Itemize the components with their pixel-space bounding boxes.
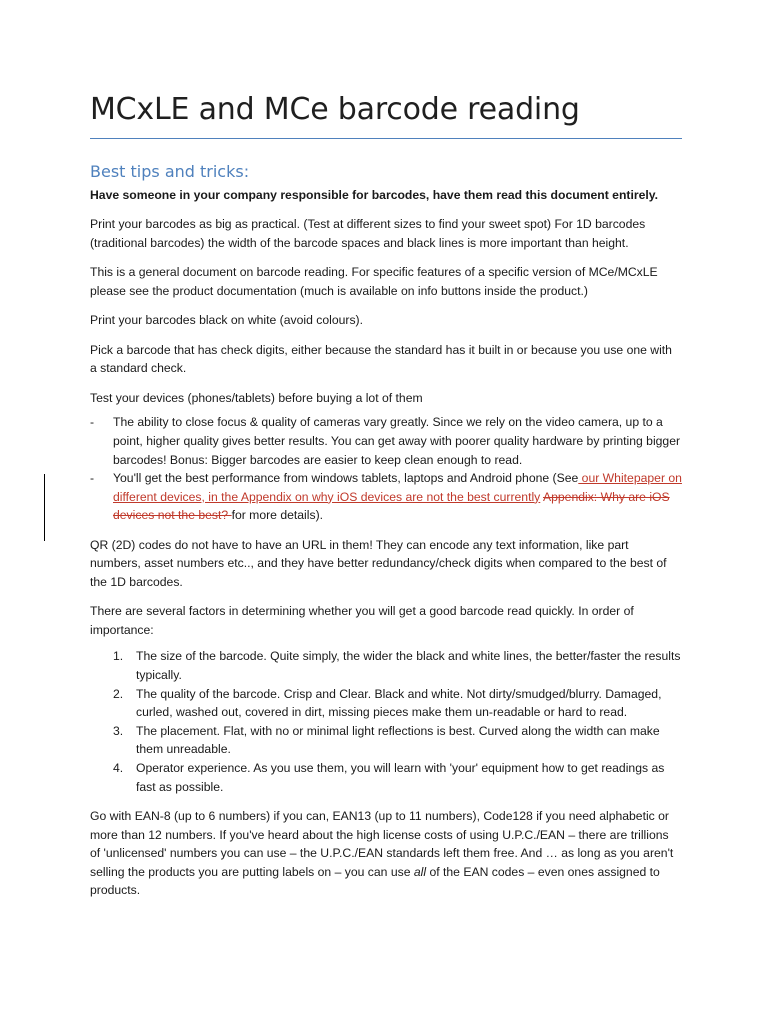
section-heading: Best tips and tricks: [90, 162, 250, 181]
title-underline-rule [90, 138, 682, 139]
paragraph-check-digits: Pick a barcode that has check digits, either because the standard has it built in or because you use one with a standard check. [90, 342, 672, 376]
list-item-number: 2. [113, 686, 124, 701]
paragraph-general-document: This is a general document on barcode reading. For specific features of a specific version of MCe/MCxLE please see the product documentation (much is available on info buttons inside the product.) [90, 265, 658, 298]
list-item [90, 413, 682, 469]
list-item-number: 4. [113, 761, 124, 776]
revision-change-bar [44, 474, 45, 541]
list-item-text: The ability to close focus & quality of cameras vary greatly. Since we rely on the video camera, up to a point, higher quality gives better results. You can get away with poorer quality hardware by printing bigger barcodes! Bonus: Bigger barcodes are easier to keep clean enough to read. [113, 415, 681, 467]
list-item-text: Operator experience. As you use them, you will learn with 'your' equipment how to get readings as fast as possible. [136, 761, 665, 794]
devices-list [90, 413, 682, 525]
standards-text: Go with EAN-8 (up to 6 numbers) if you can, EAN13 (up to 11 numbers), Code128 if you need alphabetic or more than 12 numbers. If you've heard about the high license costs of using U.P.C./EAN – there are trillions of 'unlicensed' numbers you can use – the U.P.C./EAN standards left them free. And … as long as you aren't selling the products you are putting labels on – you can use [90, 809, 674, 879]
list-item-number: 1. [113, 649, 124, 664]
deleted-appendix-text: Appendix: Why are iOS devices not the best? [113, 489, 670, 523]
dash-bullet: - [90, 415, 95, 430]
list-item [90, 722, 682, 759]
list-item-text-end: for more details). [231, 508, 324, 523]
lead-paragraph: Have someone in your company responsible for barcodes, have them read this document entirely. [90, 188, 659, 202]
paragraph-barcode-standards [90, 807, 682, 900]
factors-list [90, 647, 682, 796]
list-item [90, 685, 682, 722]
emphasis-all: all [413, 864, 427, 879]
paragraph-factors-intro: There are several factors in determining whether you will get a good barcode read quickly. In order of importance: [90, 604, 634, 637]
paragraph-test-devices: Test your devices (phones/tablets) before buying a lot of them [90, 390, 423, 405]
list-item-number: 3. [113, 723, 124, 738]
document-body [90, 186, 682, 911]
list-item-text: The quality of the barcode. Crisp and Clear. Black and white. Not dirty/smudged/blurry. Damaged, curled, washed out, covered in dirt, missing pieces make them un-readable or hard to read. [136, 686, 662, 720]
list-item-text: The placement. Flat, with no or minimal light reflections is best. Curved along the width can make them unreadable. [136, 723, 660, 757]
list-item-text: The size of the barcode. Quite simply, the wider the black and white lines, the better/faster the results typically. [136, 649, 681, 683]
standards-text-end: of the EAN codes – even ones assigned to products. [90, 864, 660, 898]
list-item [90, 759, 682, 796]
paragraph-print-size: Print your barcodes as big as practical. (Test at different sizes to find your sweet spot) For 1D barcodes (traditional barcodes) the width of the barcode spaces and black lines is more important than height. [90, 217, 646, 250]
dash-bullet: - [90, 471, 95, 486]
list-item [90, 647, 682, 684]
paragraph-qr-codes: QR (2D) codes do not have to have an URL in them! They can encode any text information, like part numbers, asset numbers etc.., and they have better redundancy/check digits when compared to the best of the 1D barcodes. [90, 537, 667, 589]
list-item [90, 469, 682, 525]
whitepaper-link[interactable]: our Whitepaper on different devices, in the Appendix on why iOS devices are not the best currently [113, 471, 682, 504]
document-title: MCxLE and MCe barcode reading [90, 92, 580, 127]
paragraph-black-on-white: Print your barcodes black on white (avoid colours). [90, 313, 363, 328]
list-item-text: You'll get the best performance from windows tablets, laptops and Android phone (See [113, 471, 579, 486]
